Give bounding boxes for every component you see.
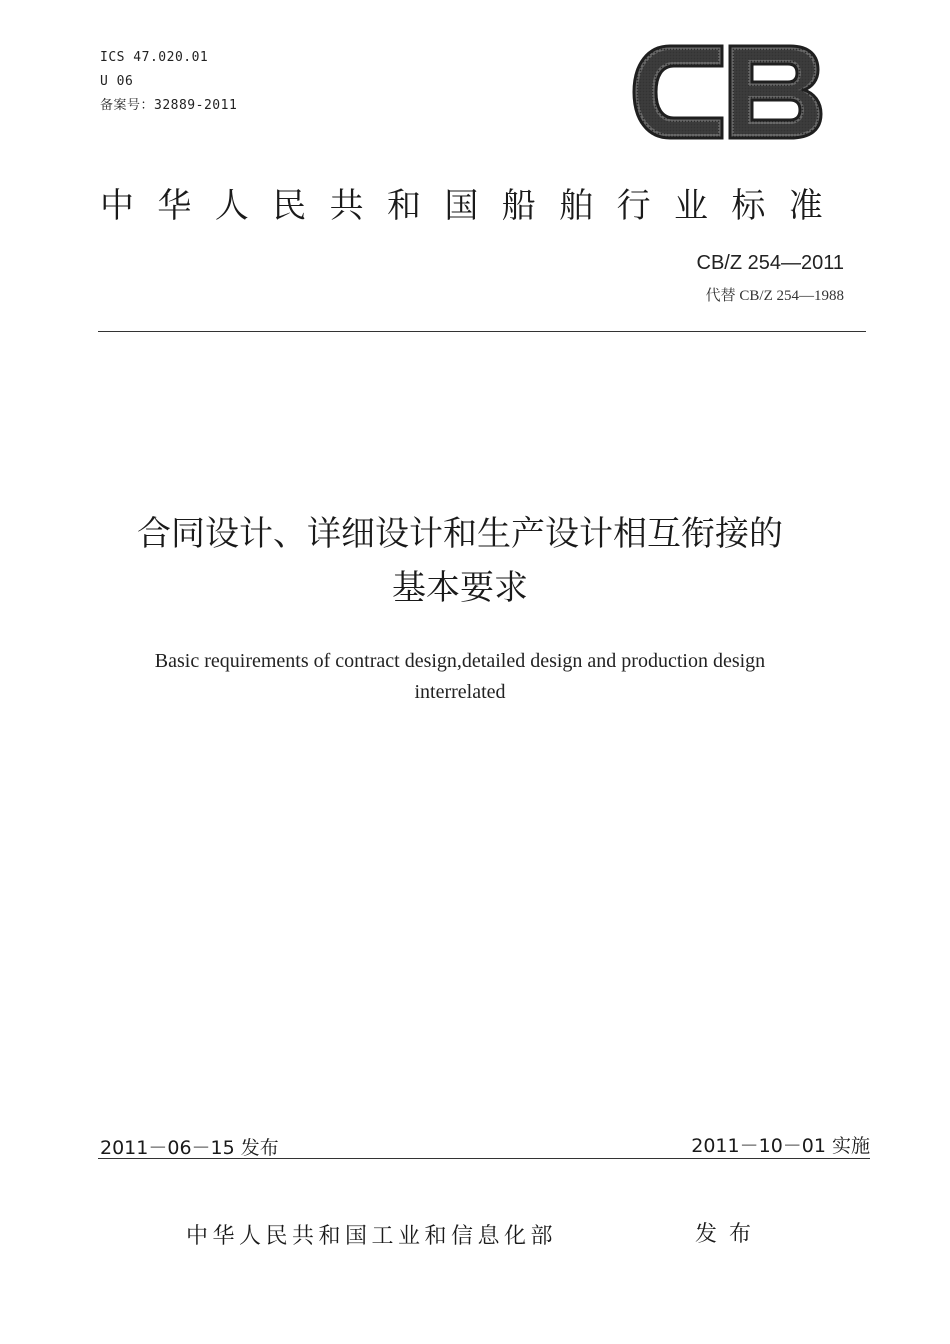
footer-divider	[98, 1158, 870, 1159]
issue-label: 发布	[695, 1222, 764, 1247]
chinese-title-line-1: 合同设计、详细设计和生产设计相互衔接的	[137, 514, 783, 554]
english-title-line-2: interrelated	[414, 681, 506, 703]
issue-date: 2011－06－15 发布	[100, 1137, 279, 1159]
classification-block	[100, 46, 237, 118]
ics-code: ICS 47.020.01	[100, 50, 209, 65]
issuing-authority: 中华人民共和国工业和信息化部	[186, 1224, 558, 1249]
english-title-line-1: Basic requirements of contract design,detailed design and production design	[154, 650, 766, 672]
filing-number: 备案号：32889-2011	[100, 98, 238, 113]
cb-logo	[630, 42, 825, 142]
standard-number: CB/Z 254—2011	[696, 252, 844, 274]
replaces-standard: 代替 CB/Z 254—1988	[705, 288, 844, 304]
header-divider	[98, 331, 866, 332]
standard-category-title: 中华人民共和国船舶行业标准	[100, 186, 847, 226]
implementation-date: 2011－10－01 实施	[691, 1135, 870, 1157]
ccs-code: U 06	[100, 74, 134, 89]
chinese-title-line-2: 基本要求	[392, 568, 528, 608]
